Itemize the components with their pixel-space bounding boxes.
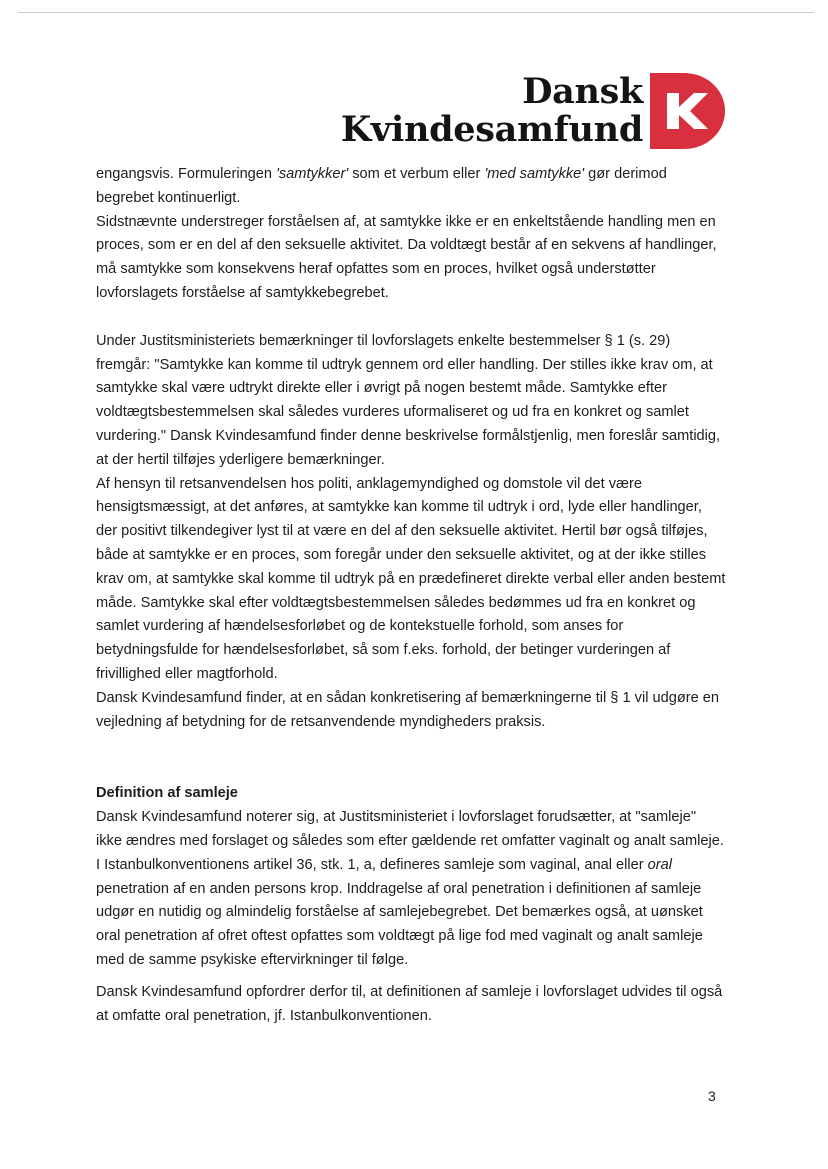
term-samtykker: 'samtykker' (276, 166, 349, 182)
paragraph-recommendation: Dansk Kvindesamfund opfordrer derfor til, at definitionen af samleje i lovforslaget udvides til også at omfatte oral penetration, jf. Istanbulkonventionen. (96, 983, 723, 1024)
paragraph-guidance: Dansk Kvindesamfund finder, at en sådan konkretisering af bemærkningerne til § 1 vil udgøre en vejledning af betydning for de retsanvendende myndigheders praksis. (96, 689, 720, 730)
paragraph-continuation: engangsvis. Formuleringen 'samtykker' som et verbum eller 'med samtykke' gør derimod begrebet kontinuerligt. (96, 166, 667, 206)
document-body (96, 163, 726, 1028)
top-rule (18, 12, 814, 13)
logo-d-mark-icon (650, 73, 725, 149)
paragraph-definition: Dansk Kvindesamfund noterer sig, at Justitsministeriet i lovforslaget forudsætter, at "samleje" ikke ændres med forslaget og således som efter gældende ret omfatter vaginalt og analt samleje. I Istanbulkonventionens artikel 36, stk. 1, a, defineres samleje som vaginal, anal eller oral penetration af en anden persons krop. Inddragelse af oral penetration i definitionen af samleje udgør en nutidig og almindelig forståelse af samlejebegrebet. Det bemærkes også, at uønsket oral penetration af ofret oftest opfattes som voldtægt på lige fod med vaginalt og analt samleje med de samme psykiske eftervirkninger til følge. (96, 809, 724, 968)
term-oral: oral (647, 856, 672, 873)
paragraph-remarks: Under Justitsministeriets bemærkninger til lovforslagets enkelte bestemmelser § 1 (s. 29) fremgår: "Samtykke kan komme til udtryk gennem ord eller handling. Der stilles ikke krav om, at samtykke skal være udtrykt direkte eller i øvrigt på nogen bestemt måde. Samtykke efter voldtægtsbestemmelsen skal således vurderes uformaliseret og ud fra en konkret og samlet vurdering." Dansk Kvindesamfund finder denne beskrivelse formålstjenlig, men foreslår samtidig, at der hertil tilføjes yderligere bemærkninger. (96, 332, 721, 468)
term-med-samtykke: 'med samtykke' (484, 166, 585, 182)
page-number: 3 (708, 1088, 716, 1104)
logo (340, 71, 725, 153)
paragraph-process: Sidstnævnte understreger forståelsen af, at samtykke ikke er en enkeltstående handling men en proces, som er en del af den seksuelle aktivitet. Da voldtægt består af en sekvens af handlinger, må samtykke som konsekvens heraf opfattes som en proces, hvilket også understøtter lovforslagets forståelse af samtykkebegrebet. (96, 213, 717, 301)
logo-line-1: Dansk (522, 71, 643, 112)
logo-wordmark (341, 73, 643, 149)
logo-line-2: Kvindesamfund (340, 109, 643, 150)
section-heading: Definition af samleje (96, 785, 238, 802)
paragraph-application: Af hensyn til retsanvendelsen hos politi, anklagemyndighed og domstole vil det være hensigtsmæssigt, at det anføres, at samtykke kan komme til udtryk i ord, lyde eller handlinger, der positivt tilkendegiver lyst til at være en del af den seksuelle aktivitet. Hertil bør også tilføjes, både at samtykke er en proces, som foregår under den seksuelle aktivitet, og at der ikke stilles krav om, at samtykke skal komme til udtryk på en prædefineret direkte verbal eller anden bestemt måde. Samtykke skal efter voldtægtsbestemmelsen således bedømmes ud fra en konkret og samlet vurdering af hændelsesforløbet og de kontekstuelle forhold, som anses for betydningsfulde for hændelsesforløbet, så som f.eks. forhold, der betinger vurderingen af frivillighed eller magtforhold. (96, 475, 726, 682)
